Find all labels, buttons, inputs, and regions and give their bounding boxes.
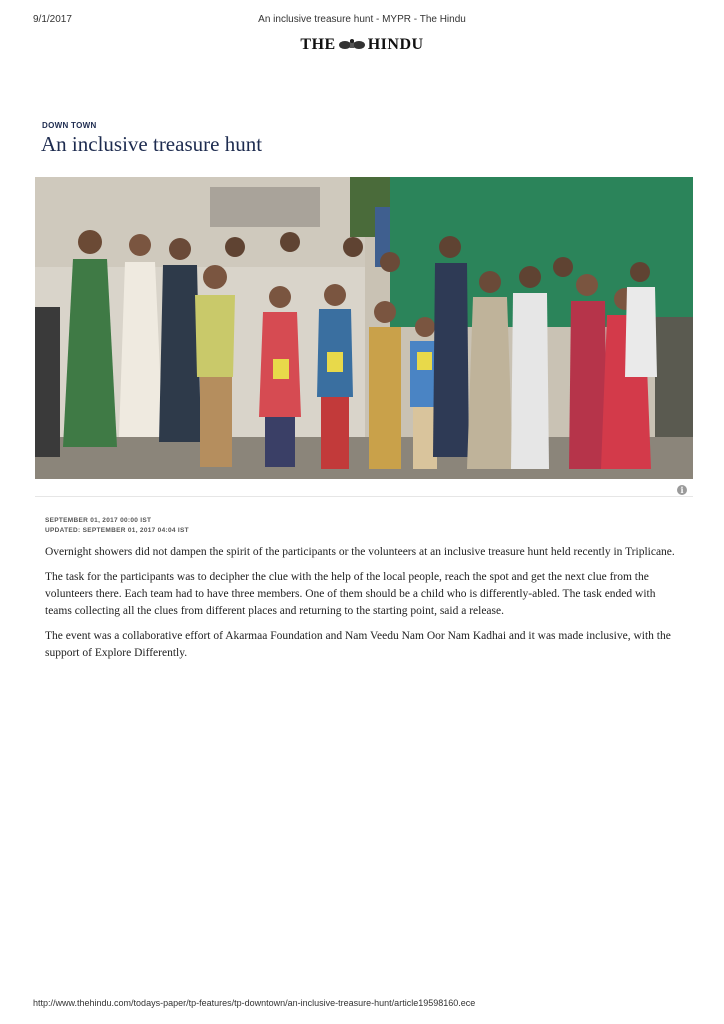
published-date: SEPTEMBER 01, 2017 00:00 IST — [45, 517, 152, 524]
print-page-title: An inclusive treasure hunt - MYPR - The Hindu — [258, 14, 466, 25]
print-footer-url[interactable]: http://www.thehindu.com/todays-paper/tp-features/tp-downtown/an-inclusive-treasure-hunt/article19598160.ece — [33, 998, 476, 1008]
paragraph: Overnight showers did not dampen the spirit of the participants or the volunteers at an inclusive treasure hunt held recently in Triplicane. — [45, 546, 675, 558]
article-photo — [35, 177, 693, 479]
article-body — [45, 544, 685, 670]
paragraph: The task for the participants was to decipher the clue with the help of the local people, reach the spot and get the next clue from the volunteers there. Each team had to have three members. One of them should be a child who is differently-abled. The task ended with teams collecting all the clues from different places and returning to the starting point, said a release. — [45, 571, 656, 617]
updated-date: UPDATED: SEPTEMBER 01, 2017 04:04 IST — [45, 527, 189, 534]
print-date: 9/1/2017 — [33, 14, 72, 25]
article-headline: An inclusive treasure hunt — [41, 132, 263, 156]
masthead-logo[interactable] — [0, 36, 724, 54]
elephant-crest-icon — [337, 38, 367, 50]
masthead-right: HINDU — [367, 36, 424, 53]
info-icon[interactable]: i — [677, 485, 687, 495]
section-label[interactable]: DOWN TOWN — [42, 121, 97, 130]
group-photo-illustration — [35, 177, 693, 479]
masthead-left: THE — [300, 36, 336, 53]
photo-divider — [35, 496, 693, 497]
paragraph: The event was a collaborative effort of Akarmaa Foundation and Nam Veedu Nam Oor Nam Kadhai and it was made inclusive, with the support of Explore Differently. — [45, 630, 671, 659]
